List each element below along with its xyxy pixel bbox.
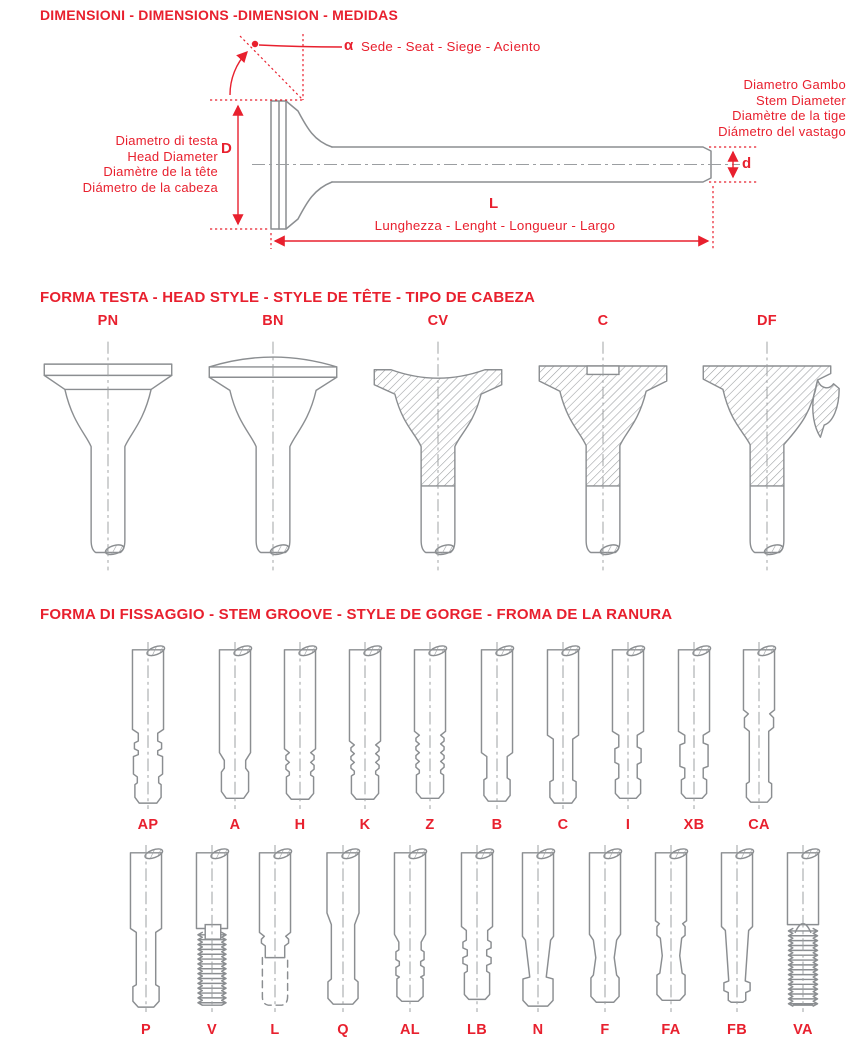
stem-groove-drawing-q: [310, 843, 376, 1019]
stem-groove-label-i: I: [625, 817, 631, 833]
stem-groove-drawing-f: [572, 843, 638, 1019]
stem-groove-label-z: Z: [425, 817, 435, 833]
stem-diameter-line2: Stem Diameter: [756, 92, 846, 108]
stem-groove-drawing-l: [242, 843, 308, 1019]
seat-angle-label: Sede - Seat - Siege - Acìento: [361, 39, 541, 54]
head-diameter-line2: Head Diameter: [127, 148, 218, 164]
head-styles-section-title: FORMA TESTA - HEAD STYLE - STYLE DE TÊTE - TIPO DE CABEZA: [40, 289, 536, 306]
head-style-label-pn: PN: [97, 313, 119, 329]
stem-diameter-line4: Diámetro del vastago: [718, 123, 846, 139]
seat-angle-symbol: α: [344, 37, 354, 54]
head-style-drawing-c: [528, 336, 678, 580]
stem-groove-label-k: K: [359, 817, 371, 833]
stem-groove-label-b: B: [491, 817, 503, 833]
stem-groove-label-a: A: [229, 817, 241, 833]
head-style-label-df: DF: [757, 313, 777, 329]
head-diameter-line1: Diametro di testa: [115, 133, 218, 148]
stem-groove-drawing-h: [267, 640, 333, 816]
stem-groove-drawing-al: [377, 843, 443, 1019]
head-style-drawing-pn: [33, 336, 183, 580]
stem-groove-drawing-lb: [444, 843, 510, 1019]
head-diameter-symbol: D: [221, 140, 232, 157]
stem-groove-drawing-fa: [638, 843, 704, 1019]
stem-diameter-line3: Diamètre de la tige: [732, 108, 846, 123]
stem-groove-label-xb: XB: [683, 817, 705, 833]
stem-grooves-section-title: FORMA DI FISSAGGIO - STEM GROOVE - STYLE DE GORGE - FROMA DE LA RANURA: [40, 606, 673, 623]
stem-groove-drawing-ap: [115, 640, 181, 816]
stem-groove-drawing-fb: [704, 843, 770, 1019]
dimensions-section-title: DIMENSIONI - DIMENSIONS -DIMENSION - MEDIDAS: [40, 7, 399, 23]
head-diameter-line4: Diámetro de la cabeza: [82, 179, 218, 195]
head-style-drawing-bn: [198, 336, 348, 580]
stem-groove-label-p: P: [141, 1022, 151, 1038]
stem-groove-drawing-b: [464, 640, 530, 816]
stem-diameter-label: [650, 77, 846, 139]
stem-groove-label-lb: LB: [467, 1022, 487, 1038]
stem-groove-label-v: V: [207, 1022, 217, 1038]
stem-diameter-symbol: d: [742, 155, 752, 172]
head-style-drawing-cv: [363, 336, 513, 580]
stem-groove-drawing-i: [595, 640, 661, 816]
length-symbol: L: [489, 195, 499, 212]
stem-groove-drawing-k: [332, 640, 398, 816]
stem-groove-drawing-c: [530, 640, 596, 816]
stem-diameter-line1: Diametro Gambo: [743, 77, 846, 92]
stem-groove-label-f: F: [600, 1022, 610, 1038]
stem-groove-label-ap: AP: [137, 817, 159, 833]
head-style-label-cv: CV: [427, 313, 449, 329]
stem-groove-label-h: H: [294, 817, 306, 833]
stem-groove-label-l: L: [270, 1022, 280, 1038]
stem-groove-drawing-va: [770, 843, 836, 1019]
head-diameter-label: [40, 133, 218, 195]
stem-groove-label-fa: FA: [661, 1022, 681, 1038]
stem-groove-drawing-a: [202, 640, 268, 816]
stem-groove-label-fb: FB: [727, 1022, 747, 1038]
stem-groove-drawing-v: [179, 843, 245, 1019]
stem-groove-label-ca: CA: [748, 817, 770, 833]
stem-groove-drawing-p: [113, 843, 179, 1019]
head-diameter-line3: Diamètre de la tête: [103, 164, 218, 179]
stem-groove-label-c: C: [557, 817, 569, 833]
stem-groove-label-al: AL: [400, 1022, 420, 1038]
head-style-label-bn: BN: [262, 313, 284, 329]
head-style-label-c: C: [597, 313, 609, 329]
head-style-drawing-df: [692, 336, 842, 580]
stem-groove-label-q: Q: [337, 1022, 349, 1038]
stem-groove-drawing-z: [397, 640, 463, 816]
stem-groove-label-va: VA: [793, 1022, 813, 1038]
stem-groove-label-n: N: [532, 1022, 544, 1038]
length-label: Lunghezza - Lenght - Longueur - Largo: [374, 218, 616, 233]
stem-groove-drawing-ca: [726, 640, 792, 816]
stem-groove-drawing-xb: [661, 640, 727, 816]
stem-groove-drawing-n: [505, 843, 571, 1019]
